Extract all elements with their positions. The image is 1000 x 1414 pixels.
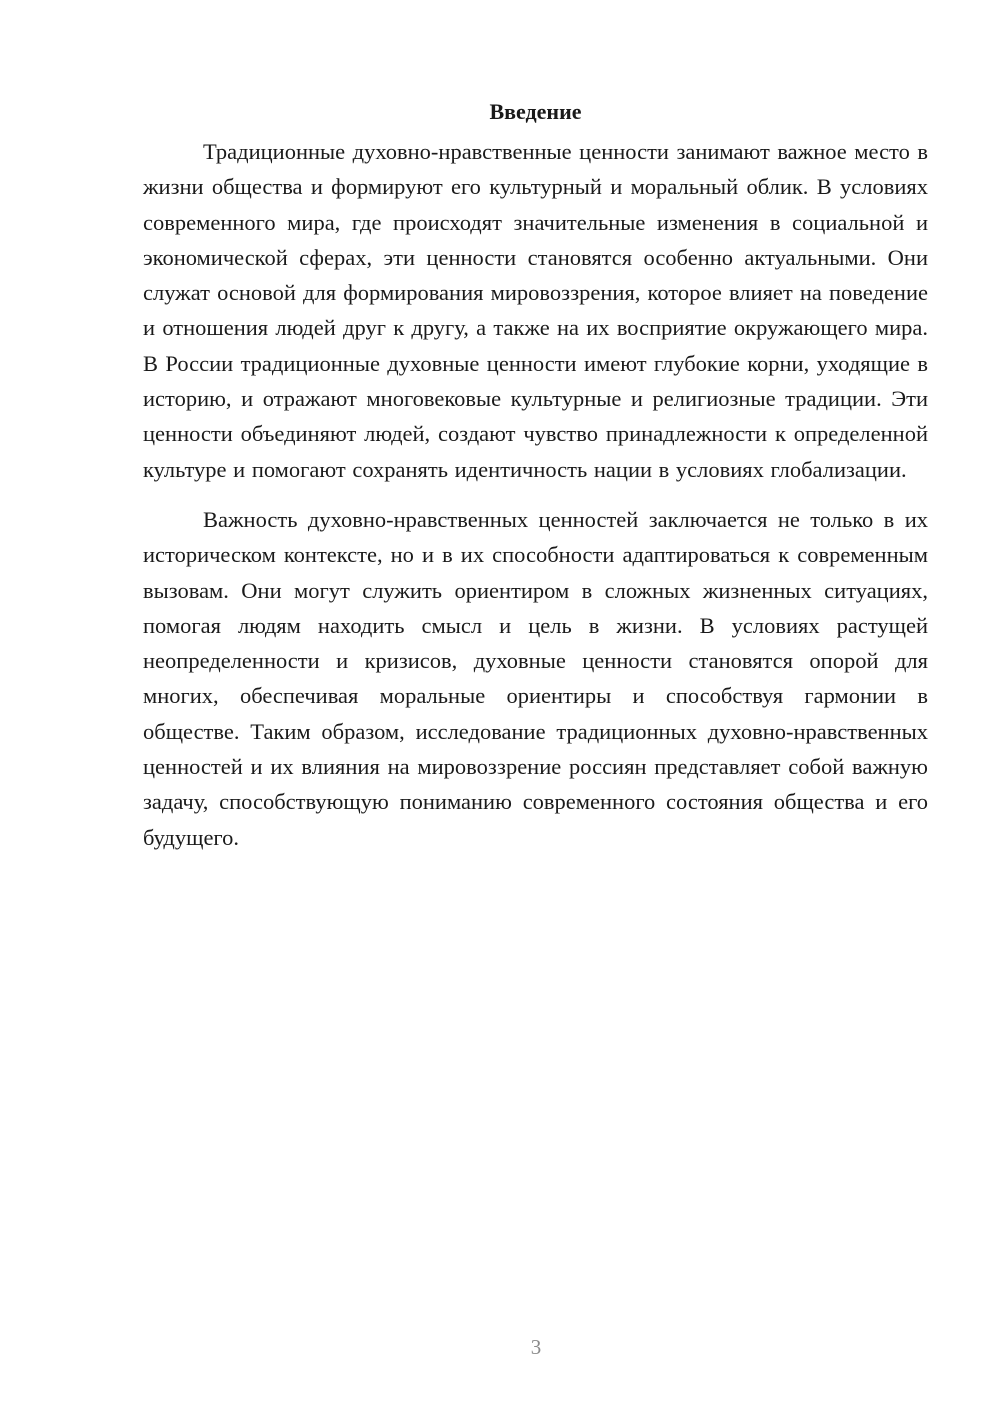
section-heading: Введение bbox=[489, 99, 582, 124]
paragraph-1: Традиционные духовно-нравственные ценности занимают важное место в жизни общества и формируют его культурный и моральный облик. В условиях современного мира, где происходят значительные изменения в социальной и экономической сферах, эти ценности становятся особенно актуальными. Они служат основой для формирования мировоззрения, которое влияет на поведение и отношения людей друг к другу, а также на их восприятие окружающего мира. В России традиционные духовные ценности имеют глубокие корни, уходящие в историю, и отражают многовековые культурные и религиозные традиции. Эти ценности объединяют людей, создают чувство принадлежности к определенной культуре и помогают сохранять идентичность нации в условиях глобализации. bbox=[143, 139, 928, 482]
page-content bbox=[143, 94, 928, 855]
paragraph-2: Важность духовно-нравственных ценностей заключается не только в их историческом контексте, но и в их способности адаптироваться к современным вызовам. Они могут служить ориентиром в сложных жизненных ситуациях, помогая людям находить смысл и цель в жизни. В условиях растущей неопределенности и кризисов, духовные ценности становятся опорой для многих, обеспечивая моральные ориентиры и способствуя гармонии в обществе. Таким образом, исследование традиционных духовно-нравственных ценностей и их влияния на мировоззрение россиян представляет собой важную задачу, способствующую пониманию современного состояния общества и его будущего. bbox=[143, 506, 928, 850]
page-number: 3 bbox=[530, 1335, 542, 1359]
